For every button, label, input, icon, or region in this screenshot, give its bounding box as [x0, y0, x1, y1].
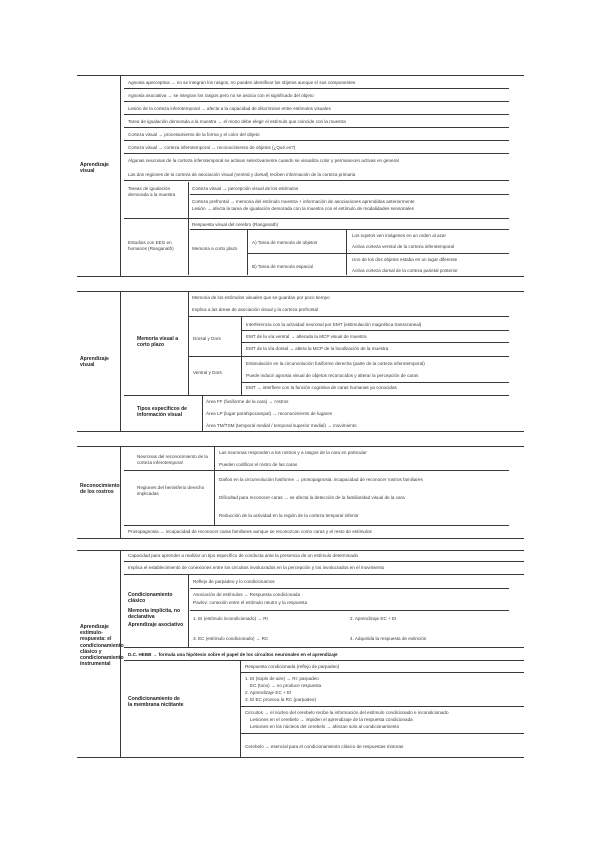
- s4-instrumental-divider: [240, 661, 241, 757]
- s3-row-0-divider: [214, 447, 215, 525]
- s2-dorsal-item-1: EMT de la vía ventral → alterada la MCP visual de muestra: [246, 334, 367, 339]
- section-1-top-rule: [77, 75, 524, 76]
- s4-clasico-rule-0: [190, 588, 509, 589]
- section-4-title: Aprendizaje estímulo-respuesta: el condicionamiento clásico y condicionamiento instrumental: [80, 624, 124, 668]
- s2-mem-bottom-rule: [124, 395, 509, 396]
- s2-mem-label: Memoria visual a corto plazo: [137, 336, 179, 349]
- section-2-divider: [120, 291, 121, 431]
- s2-info-label: Tipos específicos de información visual: [137, 406, 188, 419]
- s1-row-3-rule: [124, 127, 509, 128]
- s1-task-a-item-1: Activa corteza ventral de la corteza inferotemporal: [352, 244, 455, 249]
- s2-dorsal-rule-1: [242, 342, 509, 343]
- s4-step-0: 1. EI (estímulo incondicionado) → RI: [193, 616, 268, 621]
- s2-top-rule: [188, 316, 509, 317]
- s4-row-1: Implica el establecimiento de conexiones entre los circuitos involucrados en la percepción y los involucrados en el movimiento: [128, 565, 385, 570]
- s2-ventral-item-2: EMT → interfiere con la función cognitiva de caras humanas ya conocidas: [246, 385, 397, 390]
- section-3-bottom-rule: [77, 538, 524, 539]
- s2-top-0: Memoria de los estímulos visuales que se guardan por poco tiempo: [192, 295, 330, 300]
- s2-info-item-2: Área TM/TSM (temporal medial / temporal superior medial) → movimiento: [206, 423, 357, 428]
- s4-clasico-item-0: Reflejo de parpadeo y lo condicionamos: [193, 579, 275, 584]
- s1-row-2-rule: [124, 114, 509, 115]
- section-1-divider: [120, 75, 121, 276]
- s4-clasico-item-2: Pavlov: conexión entre el estímulo neutro y la respuesta: [193, 600, 308, 605]
- s1-sub-divider: [188, 182, 189, 218]
- s4-instr-rule-0: [241, 672, 524, 673]
- s1-row-3: Tarea de igualación demorada a la muestra → el mono debe elegir el estímulo que coincide con la muestra: [128, 119, 346, 124]
- s3-row-1-item-2: Reducción de la actividad en la región de la corteza temporal inferior: [219, 513, 359, 518]
- s1-task-a-label: A) Tarea de memoria de objetos: [252, 240, 318, 245]
- s1-study-header: Respuesta visual del cerebro (Ranganath): [192, 222, 279, 227]
- s2-mem-divider: [188, 292, 189, 396]
- s1-row-7: Las dos regiones de la corteza de asociación visual (ventral y dorsal) reciben información de la corteza primaria: [128, 172, 356, 177]
- s1-row-5: Corteza visual → corteza inferotemporal → reconocimiento de objetos (¿Qué es?): [128, 145, 296, 150]
- s1-row-6: Algunas neuronas de la corteza inferotemporal se activan selectivamente cuando se visualiza color y permanecen activas en general: [128, 158, 399, 163]
- s1-task-rule: [248, 253, 509, 254]
- s4-hebb-bottom-rule: [124, 660, 524, 661]
- s2-top-1: Implica a las áreas de asociación visual y la corteza prefrontal: [192, 307, 319, 312]
- s4-clasico-divider: [188, 575, 189, 648]
- s4-instr-item-5: Circuitos → el núcleo del cerebelo recibe la información del estímulo condicionado e incondicionado: [245, 710, 449, 715]
- s4-instr-item-7: Lesiones en los núcleos del cerebelo → afectan solo al condicionamiento: [250, 724, 400, 729]
- s4-clasico-rule-1: [190, 610, 509, 611]
- s4-instrumental-label: Condicionamiento de la membrana nictitante: [128, 696, 184, 709]
- s2-ventral-item-1: Puede inducir agnosia visual de objetos reconocidos y alterar la percepción de caras: [246, 373, 419, 378]
- section-3-top-rule: [77, 446, 524, 447]
- s1-sub-row-2: Lesión → afecta la tarea de igualación demorada con la muestra con el estímulo de modalidades sensoriales: [192, 206, 414, 211]
- s4-step-1: 2. Aprendizaje EC + EI: [350, 616, 397, 621]
- s1-row-5-rule: [124, 153, 509, 154]
- s1-task-b-label: B) Tarea de memoria espacial: [252, 264, 313, 269]
- s1-row-0: Agnosia aperceptiva → no se integran los rasgos, no pueden identificar los objetos aunque sí sus componentes: [128, 80, 356, 85]
- s3-row-0-label: Neuronas del reconocimiento de la corteza inferotemporal: [137, 454, 208, 465]
- s2-dorsal-rule-2: [188, 356, 509, 357]
- section-1-title: Aprendizaje visual: [80, 162, 109, 175]
- s1-sub-row-rule: [190, 194, 509, 195]
- s1-study-header-rule: [190, 229, 509, 230]
- s1-row-1: Agnosia asociativa → se integran los rasgos pero no se asocia con el significado del objeto: [128, 93, 314, 98]
- s4-instr-rule-2: [241, 733, 524, 734]
- s2-dorsal-label: Dorsal y Dors: [193, 336, 221, 341]
- s1-row-4-rule: [124, 140, 509, 141]
- s1-row-4: Corteza visual → procesamiento de la forma y el color del objeto: [128, 132, 260, 137]
- s1-sub-label: Tareas de igualación demorada a la muestra: [128, 186, 176, 197]
- s1-task-a-item-0: Los sujetos ven imágenes en un orden al azar: [352, 233, 446, 238]
- s4-hebb-top-rule: [124, 647, 524, 648]
- s4-hebb: D.C. HEBB → formula una hipótesis sobre el papel de los circuitos neuronales en el aprendizaje: [128, 652, 338, 657]
- s1-sub-row-0: Corteza visual → percepción visual de los estímulos: [192, 186, 299, 191]
- s4-instr-item-0: Respuesta condicionada (reflejo de parpadeo): [245, 664, 340, 669]
- section-2-bottom-rule: [77, 431, 524, 432]
- s4-row-0-rule: [124, 561, 524, 562]
- s2-dorsal-item-2: EMT de la vía dorsal → altera la MCP de la localización de la muestra: [246, 346, 389, 351]
- s2-ventral-label: Ventral y Dors: [193, 370, 222, 375]
- section-3-title: Reconocimiento de los rostros: [80, 483, 120, 496]
- s3-row-0-item-0: Las neuronas responden a los rostros y a rasgos de la cara en particular: [219, 450, 367, 455]
- s4-instr-item-6: Lesiones en el cerebelo → impiden el aprendizaje de la respuesta condicionada: [250, 717, 413, 722]
- s4-clasico-label: Condicionamiento clásico: [128, 592, 173, 605]
- s4-step-2: 3. EC (estímulo condicionado) → RC: [193, 636, 269, 641]
- s4-instr-item-4: 3. El EC provoca la RC (parpadeo): [245, 697, 316, 702]
- s1-row-0-rule: [124, 88, 509, 89]
- s4-clasico-ex-label: Aprendizaje asociativo: [128, 622, 184, 628]
- s4-instr-item-8: Cerebelo → esencial para el condicionamiento clásico de respuestas motoras: [245, 744, 404, 749]
- s1-sub-bottom-rule: [124, 218, 509, 219]
- s4-clasico-mem-label: Memoria implícita, no declarativa: [128, 608, 181, 621]
- s4-instr-rule-1: [241, 706, 524, 707]
- s4-row-1-rule: [124, 574, 524, 575]
- s1-task-b-item-1: Activa corteza dorsal de la corteza parietal posterior: [352, 268, 458, 273]
- s1-task-b-item-0: Uno de los dos objetos estaba en un lugar diferente: [352, 257, 458, 262]
- s4-step-3: 4. Adquirida la respuesta de extinción: [350, 636, 427, 641]
- s2-dorsal-item-0: Interferencia con la actividad neuronal por EMT (estimulación magnética transcraneal): [246, 322, 422, 327]
- s2-ventral-rule: [242, 382, 509, 383]
- s2-info-divider: [202, 396, 203, 431]
- s4-row-0: Capacidad para aprender a realizar un tipo específico de conducta ante la presencia de un estímulo determinado: [128, 553, 359, 558]
- s4-instr-item-3: 2. Aprendizaje EC + EI: [245, 690, 292, 695]
- s1-row-7-rule: [124, 180, 509, 181]
- s1-study-divider: [188, 219, 189, 275]
- s3-row-0-item-1: Pueden codificar el rostro de las caras: [219, 462, 298, 467]
- s4-clasico-item-1: Asociación de estímulos → Respuesta condicionada: [193, 592, 300, 597]
- s1-row-2: Lesión de la corteza inferotemporal → afecta a la capacidad de discriminar entre estímulos visuales: [128, 106, 331, 111]
- s1-study-mid: Memoria a corto plazo: [192, 246, 238, 251]
- s4-instr-item-2: EC (tono) → no produce respuesta: [250, 683, 322, 688]
- s3-note-rule: [124, 525, 509, 526]
- s3-note: Prosopagnosia → incapacidad de reconocer caras familiares aunque se reconozcan como caras y el resto de estímulos: [128, 529, 372, 534]
- s2-info-item-1: Área LP (lugar parahipocampal) → reconocimiento de lugares: [206, 411, 333, 416]
- s3-row-1-item-0: Daños en la circunvolución fusiforme → prosopagnosia: incapacidad de reconocer rostros familiares: [219, 477, 423, 482]
- section-2-top-rule: [77, 291, 524, 292]
- s4-instr-item-1: 1. EI (soplo de aire) → RI: parpadeo: [245, 676, 319, 681]
- section-4-bottom-rule: [77, 757, 524, 758]
- section-2-title: Aprendizaje visual: [80, 356, 109, 369]
- s1-row-1-rule: [124, 101, 509, 102]
- s3-row-rule: [124, 470, 509, 471]
- s1-sub-row-1: Corteza prefrontal → memoria del estímulo muestra + información de asociaciones aprendidas anteriormente: [192, 199, 415, 204]
- section-4-divider: [120, 550, 121, 757]
- s2-info-item-0: Área FF (fusiforme de la cara) → rostros: [206, 399, 289, 404]
- s3-row-1-label: Regiones del hemisferio derecho implicadas: [137, 485, 205, 496]
- s2-ventral-item-0: Estimulación en la circunvolución fusiforme derecha (parte de la corteza inferotemporal): [246, 361, 425, 366]
- s3-row-1-item-1: Dificultad para reconocer caras → se afecta la detección de la familiaridad visual de la cara: [219, 495, 405, 500]
- s1-study-label: Estudios con EEG en humanos (Ranganath): [128, 240, 174, 251]
- section-1-bottom-rule: [77, 276, 524, 277]
- s2-dorsal-rule-0: [242, 330, 509, 331]
- section-4-top-rule: [77, 550, 524, 551]
- section-3-divider: [120, 446, 121, 538]
